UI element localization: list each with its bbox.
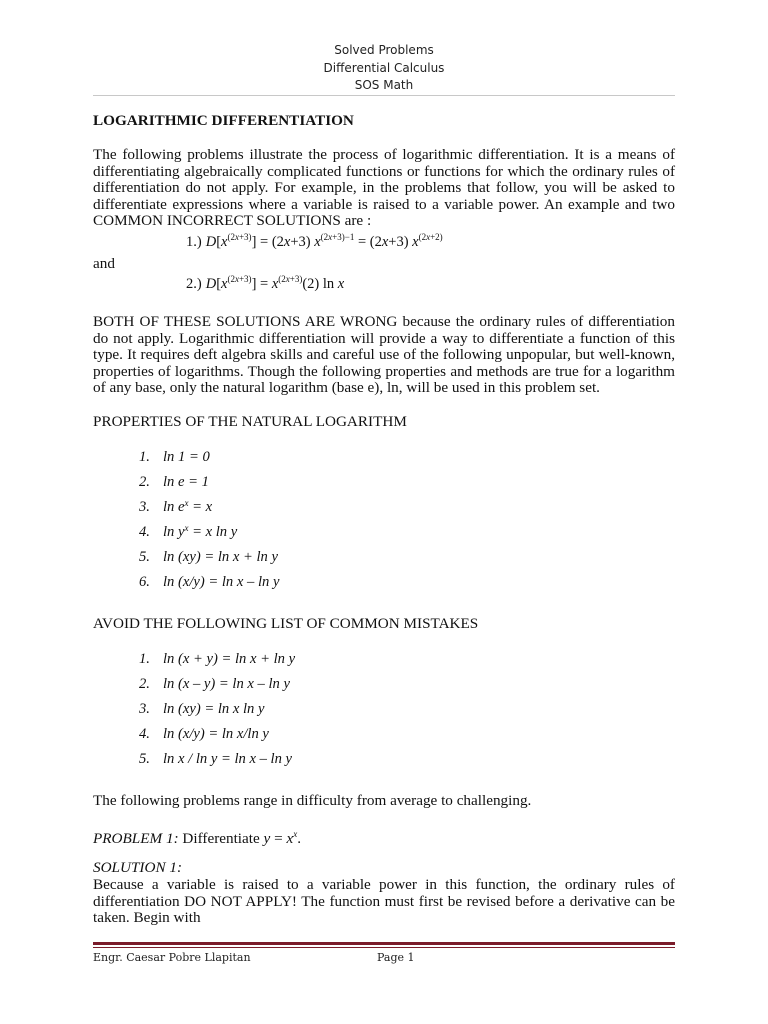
header-line-3: SOS Math <box>354 78 414 92</box>
footer-author: Engr. Caesar Pobre Llapitan <box>93 951 251 964</box>
footer-page-number: Page 1 <box>377 951 415 964</box>
incorrect-solution-2: 2.) $D[x^{(2x+3)}] = x^{(2x+3)}(2)$ ln x <box>186 274 345 292</box>
intro-paragraph: The following problems illustrate the process of logarithmic differentiation. It is a means of differentiating algebraically complicated functions or functions for which the ordinary rules of differentiation do not apply. For example, in the problems that follow, you will be asked to differentiate expressions where a variable is raised to a variable power. An example and two COMMON INCORRECT SOLUTIONS are : <box>93 146 675 230</box>
and-text: and <box>93 255 115 272</box>
difficulty-note: The following problems range in difficulty from average to challenging. <box>93 792 532 809</box>
running-header <box>93 42 675 95</box>
mistakes-heading: AVOID THE FOLLOWING LIST OF COMMON MISTAKES <box>93 615 479 632</box>
incorrect-solution-1-number: 1.) <box>186 234 202 250</box>
list-item: 6. ln (x/y) = ln x – ln y <box>139 574 280 590</box>
list-item: 3. $\ln e^x = x$ <box>139 498 213 515</box>
problem-1-label: PROBLEM 1: <box>93 830 179 848</box>
list-item: 5. ln x / ln y = ln x – ln y <box>139 751 292 767</box>
header-rule <box>93 95 675 96</box>
list-item: 4. $\ln y^x = x$ ln y <box>139 523 238 540</box>
solution-1-label: SOLUTION 1: <box>93 859 183 876</box>
incorrect-solution-1: 1.) $D[x^{(2x+3)}] = (2x+3) x^{(2x+3)-1} = (2x+3)$ $x^{(2x+2)}$ <box>186 232 443 250</box>
list-item: 3. ln (xy) = ln x ln y <box>139 701 265 717</box>
footer-rule-thin <box>93 947 675 948</box>
header-line-1: Solved Problems <box>334 43 434 57</box>
solution-1-text: Because a variable is raised to a variable power in this function, the ordinary rules of differentiation DO NOT APPLY! The function must first be revised before a derivative can be taken. Begin with <box>93 876 675 927</box>
list-item: 5. ln (xy) = ln x + ln y <box>139 549 278 565</box>
list-item: 1. ln 1 = 0 <box>139 449 210 465</box>
list-item: 4. ln (x/y) = ln x/ln y <box>139 726 269 742</box>
list-item: 1. ln (x + y) = ln x + ln y <box>139 651 296 667</box>
properties-heading: PROPERTIES OF THE NATURAL LOGARITHM <box>93 413 407 430</box>
problem-1-statement: PROBLEM 1: Differentiate $y = x^x$. <box>93 829 301 848</box>
footer-rule <box>93 942 675 945</box>
page-title: LOGARITHMIC DIFFERENTIATION <box>93 112 354 129</box>
list-item: 2. ln (x – y) = ln x – ln y <box>139 676 290 692</box>
incorrect-solution-2-number: 2.) <box>186 276 202 292</box>
header-line-2: Differential Calculus <box>323 60 445 75</box>
list-item: 2. ln e = 1 <box>139 474 209 490</box>
wrong-solutions-paragraph: BOTH OF THESE SOLUTIONS ARE WRONG because the ordinary rules of differentiation do not apply. Logarithmic differentiation will provide a way to differentiate a function of this type. It requires deft algebra skills and careful use of the following unpopular, but well-known, properties of logarithms. Though the following properties and methods are true for a logarithm of any base, only the natural logarithm (base e), ln, will be used in this problem set. <box>93 313 675 397</box>
